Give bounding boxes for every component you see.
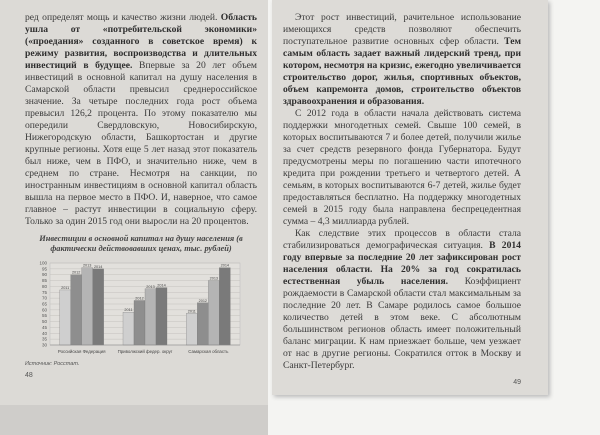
chart-title: Инвестиции в основной капитал на душу населения (в фактически действовавших ценах, тыс. рублей)	[39, 234, 243, 253]
text: Впервые за 20 лет объем инвестиций в основной капитал на душу населения в Самарской области превысил среднероссийское значение. За четыре последних года рост объема превысил 126,2 процента. По этому показателю мы опередили Свердловскую, Новосибирскую, Нижегородскую области, Башкортостан и другие крупные регионы. Хотя еще 5 лет назад этот показатель был ниже, чем в ПФО, и значительно ниже, чем в среднем по стране. Несмотря на санкции, по иностранным инвестициям в основной капитал область вышла на первое место в ПФО. И, наверное, что самое главное – растут инвестиции в социальную сферу. Только за один 2015 год они выросли на 20 процентов.	[25, 60, 257, 227]
bar-label: 2012	[198, 298, 208, 303]
bar-label: 2012	[135, 296, 144, 301]
x-category-label: Приволжский федер. округ	[117, 349, 173, 354]
bar-label: 2012	[71, 270, 81, 275]
paragraph	[283, 228, 521, 372]
bar-label: 2013	[146, 284, 155, 289]
bar-label: 2011	[61, 285, 70, 290]
paragraph	[25, 12, 257, 228]
y-tick-label: 75	[41, 289, 47, 295]
bar-2013	[82, 268, 93, 345]
y-tick-label: 45	[41, 324, 47, 330]
y-tick-label: 30	[41, 342, 47, 348]
bold-text: Тем самым область задает важный лидерский тренд, при котором, несмотря на кризис, ежегодно увеличивается строительство дорог, жилья, спортивных объектов, объем капремонта домов, строительство объектов здравоохранения и образования.	[283, 36, 521, 107]
bar-2014	[156, 288, 167, 345]
bold-text: В 2014 году впервые за последние 20 лет зафиксирован рост населения области. На 20% за год сократилась естественная убыль населения.	[283, 240, 521, 287]
text: Этот рост инвестиций, рачительное использование имеющихся средств позволяют обеспечить поступательное развитие основных сфер области.	[283, 12, 521, 47]
bar-chart	[22, 257, 247, 361]
bar-2012	[197, 303, 208, 345]
bar-label: 2014	[220, 263, 230, 268]
paragraph	[283, 108, 521, 228]
bar-2011	[186, 313, 197, 345]
x-category-label: Самарская область	[188, 349, 229, 354]
bar-2014	[93, 269, 104, 345]
y-tick-label: 90	[41, 272, 47, 278]
y-tick-label: 100	[39, 260, 47, 266]
y-tick-label: 55	[41, 313, 47, 319]
bold-text: Область ушла от «потребительской экономики» («проедания» созданного в советское время) к режиму развития, воспроизводства и длительных инвестиций в будущее.	[25, 12, 257, 71]
bar-label: 2011	[187, 309, 196, 314]
text: С 2012 года в области начала действовать система поддержки многодетных семей. Свыше 100 семей, в которых воспитываются 7 и более детей, получили жилье за счет средств резервного фонда Губернатора. Будут предусмотрены меры по погашению части ипотечного кредита при рождении третьего и четвертого детей. А семьям, в которых воспитываются 6-7 детей, жилье будет предоставляться бесплатно. На поддержку многодетных семей в 2015 году была направлена беспрецедентная сумма – 4,3 миллиарда рублей.	[283, 108, 521, 227]
y-tick-label: 65	[41, 301, 47, 307]
bar-2013	[145, 289, 156, 345]
page-number: 49	[513, 379, 521, 386]
text: Как следствие этих процессов в области стала стабилизироваться демографическая ситуация.	[283, 228, 521, 251]
right-page-column	[283, 12, 521, 387]
chart-source: Источник: Росстат.	[25, 361, 80, 367]
bar-2011	[123, 312, 134, 345]
text: Коэффициент рождаемости в Самарской области стал максимальным за последние 20 лет. В Самаре родилось самое большое количество детей в этом веке. С абсолютным большинством регионов область имеет положительный баланс миграции. К нам приезжает больше, чем уезжает от нас в другие регионы. Сократился отток в Москву и Санкт-Петербург.	[283, 276, 521, 371]
y-tick-label: 80	[41, 283, 47, 289]
bar-label: 2011	[124, 308, 133, 313]
bar-2013	[208, 281, 219, 345]
bar-2012	[71, 275, 82, 345]
paragraph	[283, 12, 521, 108]
bar-label: 2013	[82, 263, 92, 268]
page-edge	[0, 405, 268, 435]
bar-label: 2013	[209, 276, 219, 281]
y-tick-label: 60	[41, 307, 47, 313]
y-tick-label: 50	[41, 319, 47, 325]
bar-2014	[219, 268, 230, 345]
bar-2011	[60, 290, 71, 345]
x-category-label: Российская Федерация	[57, 349, 106, 354]
y-tick-label: 70	[41, 295, 47, 301]
left-page-column	[25, 12, 257, 380]
text: ред определят мощь и качество жизни людей.	[25, 12, 221, 23]
y-tick-label: 95	[41, 266, 47, 272]
y-tick-label: 85	[41, 278, 47, 284]
y-tick-label: 40	[41, 330, 47, 336]
bar-label: 2014	[93, 264, 103, 269]
y-tick-label: 35	[41, 336, 47, 342]
left-page-text	[25, 12, 257, 228]
bar-label: 2014	[157, 283, 166, 288]
page-number: 48	[25, 372, 33, 379]
right-page-text	[283, 12, 521, 372]
bar-2012	[134, 300, 145, 345]
